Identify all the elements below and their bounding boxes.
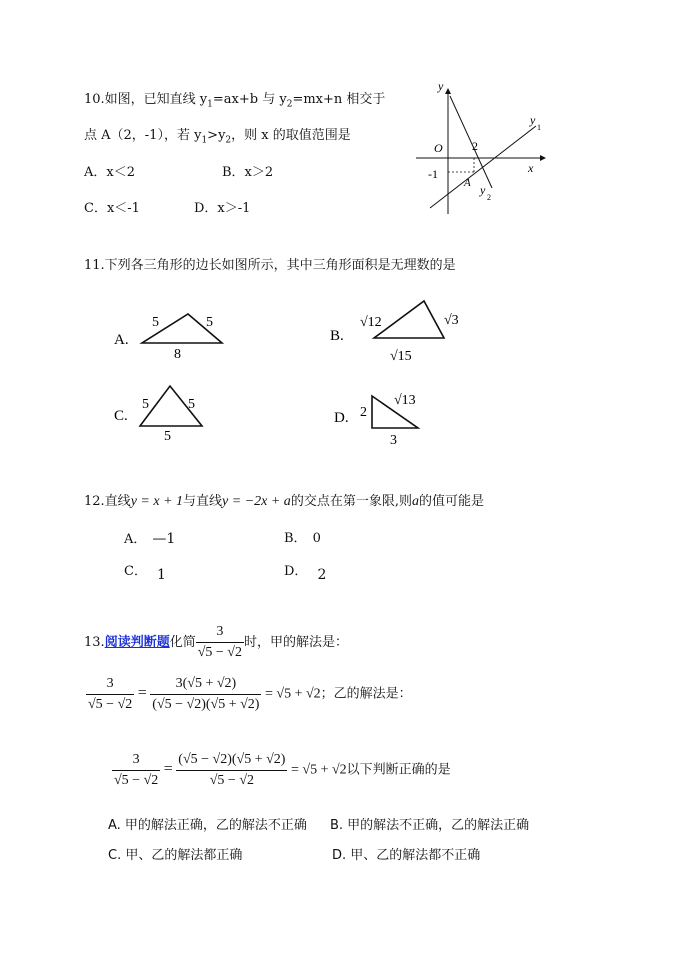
q10-stem-text: 10.如图，已知直线 y: [84, 92, 208, 107]
q12-stem: [84, 494, 484, 510]
x-axis-arrow-icon: [540, 155, 546, 161]
jia-rhs: = √5 + √2: [264, 686, 321, 702]
q11-option-b[interactable]: [328, 298, 478, 372]
q12-option-value: 2: [317, 567, 327, 583]
q10-sub: 1: [201, 135, 208, 146]
yi-tail: 以下判断正确的是: [346, 762, 451, 778]
jia-mid-num: 3(√5 + √2): [175, 676, 237, 691]
q12-option-d[interactable]: [284, 563, 327, 583]
q13-stem: [84, 622, 348, 663]
q12-var: a: [411, 494, 419, 509]
q10-option-a[interactable]: A．x＜2: [84, 165, 135, 180]
q11-d-base: 3: [390, 433, 397, 448]
q11-b-left: √12: [360, 315, 382, 330]
line1-label: y: [530, 113, 536, 127]
yi-lhs-den: √5 − √2: [112, 770, 160, 791]
q12-option-letter: B．: [284, 531, 307, 546]
q11-c-base: 5: [164, 429, 171, 444]
origin-label: O: [434, 141, 443, 155]
q12-eq1: y = x + 1: [130, 494, 184, 509]
triangle-b-shape: [374, 301, 444, 338]
q11-b-letter: B.: [330, 328, 344, 344]
equals-sign: =: [137, 684, 147, 702]
q13-tag: 阅读判断题: [104, 635, 170, 650]
q11-option-d[interactable]: [332, 386, 442, 452]
q11-c-left: 5: [142, 397, 149, 412]
q11-a-letter: A.: [114, 332, 129, 348]
q11-a-left: 5: [152, 315, 159, 330]
q10-sub: 2: [286, 99, 293, 110]
q12-stem-text: 12.直线: [84, 494, 131, 509]
yi-lhs-num: 3: [132, 752, 140, 767]
q11-b-right: √3: [444, 313, 459, 328]
tick-x-label: 2: [472, 139, 478, 153]
q12-option-b[interactable]: [284, 531, 321, 547]
q11-d-letter: D.: [334, 410, 349, 426]
yi-mid-fraction: [176, 750, 287, 791]
line2-sub: 2: [487, 193, 491, 202]
yi-mid-num: (√5 − √2)(√5 + √2): [178, 752, 286, 767]
jia-mid-fraction: [150, 674, 261, 715]
q12-stem-text: 的值可能是: [418, 494, 484, 509]
q10-stem-line2: [84, 128, 351, 149]
equals-sign: =: [163, 760, 173, 778]
q10-option-d[interactable]: D．x＞-1: [194, 201, 251, 216]
q10-stem-text: >y: [207, 128, 226, 143]
jia-lhs-fraction: [86, 674, 134, 715]
q11-b-base: √15: [390, 349, 412, 364]
jia-tail: ；乙的解法是：: [320, 686, 412, 702]
x-axis-label: x: [528, 161, 534, 175]
point-a-label: A: [464, 177, 471, 189]
jia-lhs-den: √5 − √2: [86, 694, 134, 715]
triangle-d: [332, 386, 442, 448]
q11-option-a[interactable]: [112, 308, 242, 372]
q11-option-c[interactable]: [112, 380, 222, 448]
line-y2: [450, 96, 492, 188]
q13-frac-num: 3: [216, 624, 224, 639]
yi-lhs-fraction: [112, 750, 160, 791]
line2-label: y: [480, 183, 486, 197]
q11-stem: 11.下列各三角形的边长如图所示，其中三角形面积是无理数的是: [84, 258, 456, 273]
q13-yi-solution: [112, 750, 451, 791]
line1-sub: 1: [537, 123, 541, 132]
q11-d-left: 2: [360, 405, 367, 420]
q10-sub: 2: [225, 135, 232, 146]
triangle-a: [112, 308, 242, 368]
triangle-c: [112, 380, 222, 444]
q12-option-letter: C．: [124, 564, 147, 579]
q10-option-b[interactable]: B．x＞2: [222, 165, 274, 180]
yi-rhs: = √5 + √2: [290, 762, 347, 778]
q10-option-c[interactable]: C．x＜-1: [84, 201, 140, 216]
q12-option-a[interactable]: [124, 531, 175, 548]
y-axis-arrow-icon: [445, 88, 451, 94]
q12-option-letter: A．: [124, 532, 147, 547]
triangle-b: [328, 298, 478, 368]
q10-stem-text: =mx+n 相交于: [292, 92, 386, 107]
q12-option-value: 0: [312, 531, 321, 546]
q10-stem-line1: [84, 92, 385, 113]
q13-number: 13.: [84, 635, 105, 650]
y-axis-label: y: [438, 80, 444, 93]
q11-c-letter: C.: [114, 408, 128, 424]
q12-option-letter: D．: [284, 564, 308, 579]
q12-option-value: 1: [156, 567, 166, 583]
yi-mid-den: √5 − √2: [176, 770, 287, 791]
tick-y-label: -1: [428, 167, 438, 181]
q13-stem-text: 化简: [169, 635, 196, 650]
q12-stem-text: 与直线: [183, 494, 223, 509]
q10-stem-text: ，则 x 的取值范围是: [231, 128, 351, 143]
q13-frac-den: √5 − √2: [196, 642, 244, 663]
q13-option-a[interactable]: A. 甲的解法正确，乙的解法不正确: [108, 818, 307, 833]
q12-option-value: —1: [152, 531, 176, 547]
q13-fraction: [196, 622, 244, 663]
q11-d-hyp: √13: [394, 393, 416, 408]
jia-mid-den: (√5 − √2)(√5 + √2): [150, 694, 261, 715]
q11-c-right: 5: [188, 397, 195, 412]
q10-graph: [412, 80, 552, 220]
q13-stem-text: 时，甲的解法是：: [243, 635, 348, 650]
jia-lhs-num: 3: [106, 676, 114, 691]
q12-eq2: y = −2x + a: [222, 494, 291, 509]
q13-jia-solution: [86, 674, 412, 715]
q10-sub: 1: [207, 99, 213, 110]
q11-a-right: 5: [206, 315, 213, 330]
q13-option-b[interactable]: B. 甲的解法不正确，乙的解法正确: [330, 818, 530, 833]
q13-option-c[interactable]: C. 甲、乙的解法都正确: [108, 848, 243, 863]
q12-stem-text: 的交点在第一象限,则: [290, 494, 412, 509]
q11-a-base: 8: [174, 347, 181, 362]
q10-stem-text: =ax+b 与 y: [212, 92, 287, 107]
q12-option-c[interactable]: [124, 563, 166, 583]
q10-stem-text: 点 A（2，-1），若 y: [84, 128, 202, 143]
q13-option-d[interactable]: D. 甲、乙的解法都不正确: [332, 848, 481, 863]
